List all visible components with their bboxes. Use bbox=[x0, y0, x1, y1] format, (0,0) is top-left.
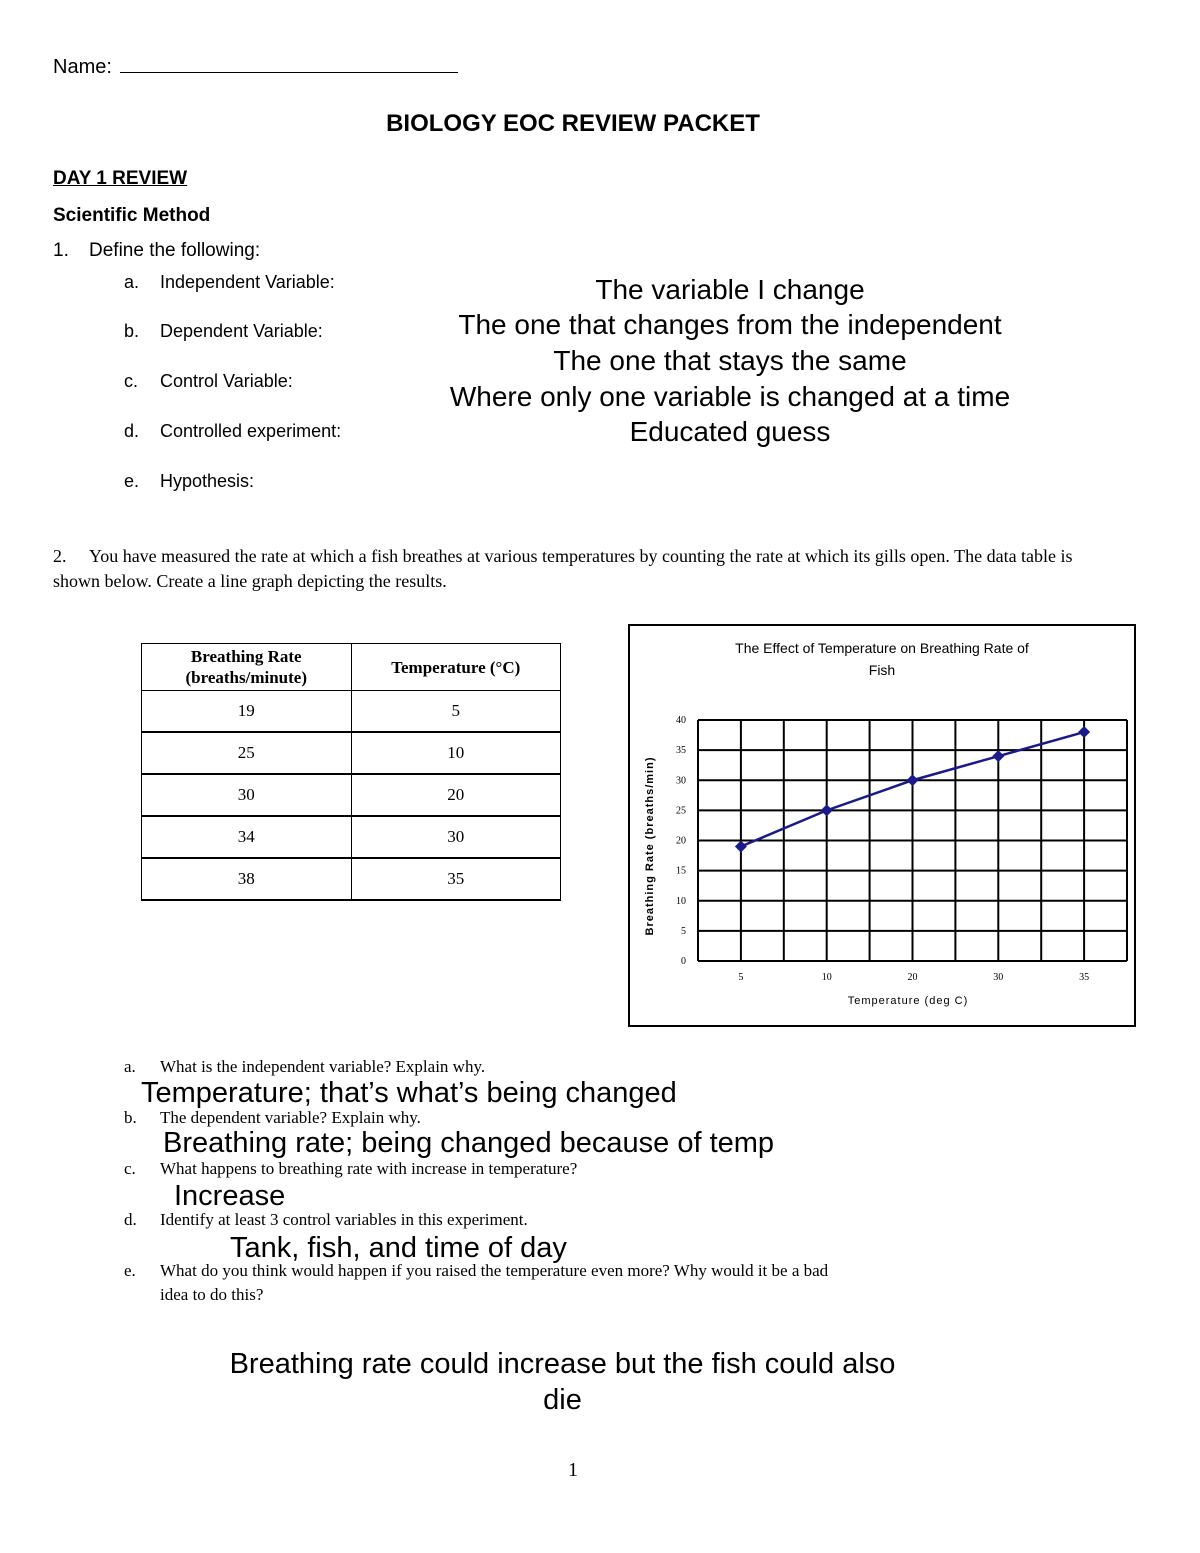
chart-frame bbox=[628, 624, 1136, 1027]
chart-title-line-1: The Effect of Temperature on Breathing Rate of bbox=[735, 640, 1029, 656]
q2-answer-c: Increase bbox=[174, 1180, 286, 1212]
question-2-prompt: You have measured the rate at which a fish breathes at various temperatures by counting the rate at which its gills open. The data table is shown below. Create a line graph depicting the results. bbox=[53, 546, 1073, 591]
q1-item-a bbox=[124, 272, 335, 293]
data-point-marker bbox=[821, 804, 833, 816]
q1-item-d bbox=[124, 421, 341, 442]
q2-answer-e-line-1: Breathing rate could increase but the fish could also bbox=[229, 1348, 896, 1380]
x-tick-label: 35 bbox=[1079, 972, 1090, 983]
subquestion-letter: c. bbox=[124, 1159, 136, 1178]
table-cell: 25 bbox=[142, 732, 352, 774]
q2-subquestion-c bbox=[124, 1159, 577, 1179]
q1-item-letter: c. bbox=[124, 371, 139, 391]
name-blank-line[interactable] bbox=[120, 58, 458, 73]
table-row bbox=[142, 858, 561, 900]
subquestion-letter: e. bbox=[124, 1261, 136, 1280]
table-row bbox=[142, 732, 561, 774]
q1-item-label: Controlled experiment: bbox=[160, 421, 342, 441]
page-number: 1 bbox=[568, 1459, 578, 1481]
x-tick-label: 10 bbox=[821, 972, 832, 983]
subquestion-letter: a. bbox=[124, 1057, 136, 1076]
chart-title-line-2: Fish bbox=[868, 662, 896, 678]
section-heading: Scientific Method bbox=[53, 205, 211, 226]
y-tick-label: 30 bbox=[676, 775, 686, 787]
table-cell: 30 bbox=[142, 774, 352, 816]
table-cell: 34 bbox=[142, 816, 352, 858]
table-row bbox=[142, 691, 561, 733]
q2-answer-e-line-2: die bbox=[543, 1384, 582, 1416]
q1-item-letter: b. bbox=[124, 321, 140, 341]
q1-item-letter: d. bbox=[124, 421, 140, 441]
q1-item-letter: a. bbox=[124, 272, 140, 292]
y-tick-label: 5 bbox=[681, 925, 686, 937]
table-cell: 20 bbox=[351, 774, 561, 816]
x-tick-label: 20 bbox=[907, 972, 918, 983]
subquestion-letter: b. bbox=[124, 1108, 137, 1127]
subquestion-letter: d. bbox=[124, 1210, 137, 1229]
table-cell: 10 bbox=[351, 732, 561, 774]
data-point-marker bbox=[907, 774, 919, 786]
question-1-prompt: Define the following: bbox=[89, 240, 261, 261]
q1-item-letter: e. bbox=[124, 471, 140, 491]
q2-subquestion-e bbox=[124, 1261, 828, 1281]
subquestion-text: What happens to breathing rate with increase in temperature? bbox=[160, 1159, 578, 1178]
table-header-temperature: Temperature (°C) bbox=[351, 644, 561, 691]
q2-answer-b: Breathing rate; being changed because of temp bbox=[163, 1127, 775, 1159]
y-tick-label: 25 bbox=[676, 805, 686, 817]
y-tick-label: 0 bbox=[681, 956, 686, 967]
data-point-marker bbox=[992, 750, 1004, 762]
q2-answer-a: Temperature; that’s what’s being changed bbox=[141, 1077, 677, 1109]
q1-item-e bbox=[124, 471, 254, 492]
y-tick-label: 10 bbox=[676, 895, 686, 907]
data-table bbox=[141, 643, 561, 901]
subquestion-text: Identify at least 3 control variables in this experiment. bbox=[160, 1210, 528, 1229]
q2-subquestion-d bbox=[124, 1210, 528, 1230]
y-tick-label: 20 bbox=[676, 835, 686, 847]
day-heading: DAY 1 REVIEW bbox=[53, 168, 188, 189]
y-tick-label: 40 bbox=[676, 715, 686, 726]
q1-item-label: Dependent Variable: bbox=[160, 321, 323, 341]
q1-item-label: Hypothesis: bbox=[160, 471, 255, 491]
q1-answer-b: The one that changes from the independent bbox=[458, 309, 1002, 340]
question-1-number: 1. bbox=[53, 240, 69, 261]
line-chart bbox=[630, 626, 1134, 1025]
chart-y-axis-label: Breathing Rate (breaths/min) bbox=[644, 756, 656, 936]
data-point-marker bbox=[735, 841, 747, 853]
y-tick-label: 35 bbox=[676, 745, 686, 757]
q2-answer-d: Tank, fish, and time of day bbox=[230, 1232, 567, 1264]
q1-item-b bbox=[124, 321, 323, 342]
x-tick-label: 30 bbox=[993, 972, 1004, 983]
chart-y-ticks bbox=[676, 715, 686, 967]
table-header-breathing-rate: Breathing Rate (breaths/minute) bbox=[142, 644, 352, 691]
table-cell: 35 bbox=[351, 858, 561, 900]
table-cell: 38 bbox=[142, 858, 352, 900]
q2-subquestion-b bbox=[124, 1108, 421, 1128]
data-point-marker bbox=[1078, 726, 1090, 738]
table-row bbox=[142, 816, 561, 858]
chart-x-ticks bbox=[738, 972, 1089, 983]
table-row bbox=[142, 774, 561, 816]
table-cell: 19 bbox=[142, 691, 352, 733]
x-tick-label: 5 bbox=[738, 972, 744, 983]
subquestion-text: What do you think would happen if you raised the temperature even more? Why would it be a bad bbox=[160, 1261, 829, 1280]
q1-item-label: Independent Variable: bbox=[160, 272, 335, 292]
y-tick-label: 15 bbox=[676, 865, 686, 877]
q1-answer-c: The one that stays the same bbox=[553, 345, 907, 376]
name-row bbox=[53, 56, 458, 79]
q1-answer-d: Where only one variable is changed at a time bbox=[449, 381, 1011, 412]
chart-x-axis-label: Temperature (deg C) bbox=[847, 995, 969, 1007]
subquestion-text: What is the independent variable? Explain why. bbox=[160, 1057, 486, 1076]
q2-subquestion-a bbox=[124, 1057, 485, 1077]
q1-answer-a: The variable I change bbox=[595, 274, 865, 305]
name-label: Name: bbox=[53, 56, 112, 78]
page-title: BIOLOGY EOC REVIEW PACKET bbox=[386, 110, 760, 137]
table-cell: 30 bbox=[351, 816, 561, 858]
question-1 bbox=[53, 240, 260, 262]
subquestion-text: The dependent variable? Explain why. bbox=[160, 1108, 421, 1127]
question-2-number: 2. bbox=[53, 546, 67, 566]
q1-item-label: Control Variable: bbox=[160, 371, 293, 391]
q1-answer-e: Educated guess bbox=[629, 416, 831, 447]
q2-subquestion-e-continued: idea to do this? bbox=[160, 1285, 264, 1304]
q1-item-c bbox=[124, 371, 293, 392]
table-cell: 5 bbox=[351, 691, 561, 733]
chart-grid bbox=[698, 720, 1127, 961]
question-2 bbox=[53, 544, 1083, 594]
